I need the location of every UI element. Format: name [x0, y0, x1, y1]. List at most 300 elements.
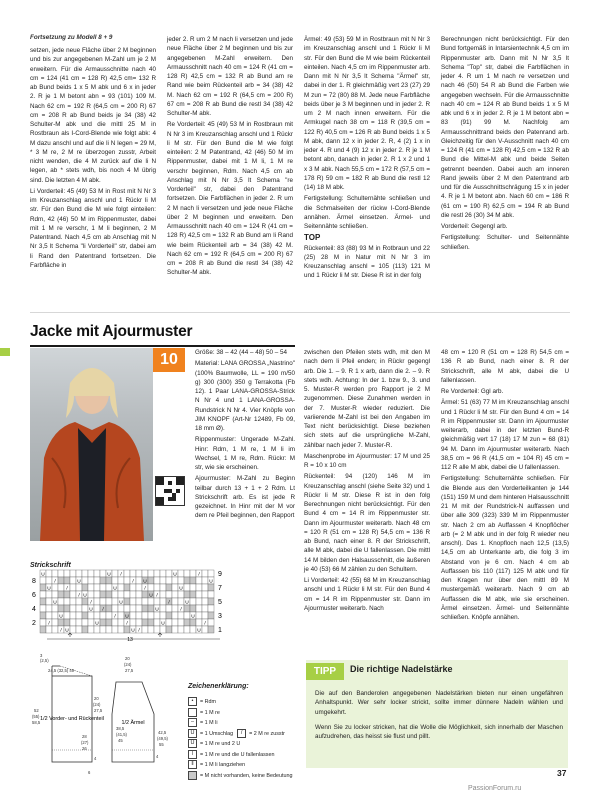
chart-cell — [166, 570, 172, 577]
chart-cell — [184, 626, 190, 633]
chart-symbol: U — [41, 572, 45, 578]
chart-cell — [118, 584, 124, 591]
piece-label-sleeve: 1/2 Ärmel — [121, 720, 145, 726]
chart-cell — [130, 584, 136, 591]
svg-text:27,5: 27,5 — [125, 668, 134, 673]
chart-cell — [172, 626, 178, 633]
piece-label-body: 1/2 Vorder- und Rückenteil — [40, 716, 104, 722]
chart-cell — [112, 598, 118, 605]
chart-cell — [76, 605, 82, 612]
pattern-title: Jacke mit Ajourmuster — [30, 323, 193, 340]
chart-cell — [130, 612, 136, 619]
title-underline — [30, 345, 295, 347]
chart-cell — [82, 570, 88, 577]
chart-symbol: U — [77, 579, 81, 585]
paragraph: Ärmel: 51 (63) 77 M im Kreuzanschlag anschl und 1 Rückr li M str. Für den Bund 4 cm = 14 R im Rippenmuster str. Dann im Ajourmuster weiterarb, dabei in der letzten Bund-R gleichmäßig vert 17 (18) 17 M zun = 68 (81) 94 M. Dann im Ajourmuster weiterarb. Nach 38,5 cm = 96 R (41,5 cm = 104 R) 45 cm = 112 R alle M abk, dabei die U fallenlassen. — [441, 399, 569, 471]
chart-cell — [202, 612, 208, 619]
chart-symbol: / — [114, 614, 116, 620]
chart-cell — [142, 626, 148, 633]
chart-cell — [82, 619, 88, 626]
chart-symbol: / — [144, 586, 146, 592]
chart-cell — [106, 584, 112, 591]
chart-cell — [76, 584, 82, 591]
chart-cell — [112, 570, 118, 577]
chart-cell — [76, 570, 82, 577]
chart-cell — [142, 598, 148, 605]
svg-text:(24): (24) — [124, 662, 132, 667]
chart-symbol: / — [156, 593, 158, 599]
chart-cell — [166, 605, 172, 612]
tip-text — [315, 689, 563, 747]
chart-cell — [64, 612, 70, 619]
bottom-col-2 — [195, 348, 295, 523]
chart-symbol: U — [197, 628, 201, 634]
stitch-chart — [30, 568, 250, 642]
legend-item: – = 1 M li — [188, 718, 298, 729]
chart-cell — [82, 626, 88, 633]
chart-cell — [70, 605, 76, 612]
chart-cell — [46, 591, 52, 598]
chart-cell — [118, 619, 124, 626]
paragraph: jeder 2. R um 2 M nach li versetzen und jede neue Fläche über 2 M beginnen und bis zur angegebenen M-Zahl erweitern. Den Armausschnitt nach 40 cm = 124 R (41 cm = 128 R) 42,5 cm = 132 R ab Bund am re Rand wie beim Rückenteil arb = 34 (38) 42 M. Nach 62 cm = 192 R (64,5 cm = 200 R) 67 cm = 208 R ab Bund die restl 34 (38) 42 Schulter-M abk. — [167, 36, 293, 117]
chart-cell — [124, 598, 130, 605]
chart-cell — [202, 584, 208, 591]
chart-cell — [178, 591, 184, 598]
chart-cell — [172, 591, 178, 598]
chart-cell — [142, 591, 148, 598]
chart-cell — [172, 619, 178, 626]
chart-cell — [70, 626, 76, 633]
chart-symbol: U — [149, 593, 153, 599]
paragraph: Rückenteil: 83 (88) 93 M in Rotbraun und 22 (25) 28 M in Natur mit N Nr 3 im Kreuzanschlag anschl = 105 (113) 121 M und 1 Rückr li M str. Diese R ist in der folg — [304, 244, 430, 280]
chart-cell — [130, 598, 136, 605]
chart-cell — [208, 598, 214, 605]
chart-cell — [118, 591, 124, 598]
chart-cell — [208, 626, 214, 633]
chart-symbol: U — [65, 628, 69, 634]
chart-cell — [184, 612, 190, 619]
chart-cell — [154, 577, 160, 584]
chart-cell — [100, 626, 106, 633]
chart-symbol: / — [54, 579, 56, 585]
chart-cell — [160, 605, 166, 612]
qr-code-icon[interactable] — [155, 476, 185, 506]
chart-cell — [190, 570, 196, 577]
chart-grid — [40, 570, 214, 637]
chart-cell — [40, 598, 46, 605]
chart-cell — [166, 584, 172, 591]
chart-cell — [196, 591, 202, 598]
chart-symbol: U — [119, 600, 123, 606]
chart-cell — [148, 584, 154, 591]
chart-cell — [46, 570, 52, 577]
chart-cell — [148, 612, 154, 619]
chart-cell — [190, 619, 196, 626]
no-stitch-symbol-icon — [188, 771, 197, 780]
chart-cell — [40, 591, 46, 598]
purl-symbol-icon: – — [188, 718, 197, 727]
chart-cell — [76, 626, 82, 633]
chart-symbol: U — [113, 586, 117, 592]
chart-cell — [190, 605, 196, 612]
chart-cell — [190, 598, 196, 605]
k2tog-symbol-icon: / — [237, 729, 246, 738]
chart-cell — [118, 626, 124, 633]
chart-cell — [94, 626, 100, 633]
chart-cell — [208, 619, 214, 626]
chart-cell — [202, 570, 208, 577]
chart-cell — [58, 619, 64, 626]
chart-cell — [112, 619, 118, 626]
section-divider — [30, 312, 570, 313]
svg-text:38,5: 38,5 — [116, 726, 125, 731]
svg-text:(24): (24) — [93, 702, 101, 707]
chart-symbol: U — [47, 586, 51, 592]
chart-cell — [196, 584, 202, 591]
yarn-over-symbol-icon: U — [188, 729, 197, 738]
chart-cell — [64, 605, 70, 612]
chart-cell — [136, 619, 142, 626]
chart-cell — [148, 570, 154, 577]
chart-symbol: U — [155, 607, 159, 613]
paragraph: Fertigstellung: Schulter- und Seitennähte schließen. — [441, 234, 569, 251]
chart-cell — [154, 598, 160, 605]
chart-cell — [100, 612, 106, 619]
chart-cell — [118, 605, 124, 612]
chart-legend — [188, 697, 298, 781]
chart-cell — [196, 619, 202, 626]
chart-cell — [160, 598, 166, 605]
legend-item: ǀ = 1 M re und die U fallenlassen — [188, 750, 298, 761]
chart-cell — [148, 577, 154, 584]
chart-cell — [40, 612, 46, 619]
paragraph: Wenn Sie zu locker stricken, hat die Wolle die Möglichkeit, sich innerhalb der Maschen aufzudrehen, das heisst sie flust und pillt. — [315, 723, 563, 740]
chart-cell — [100, 577, 106, 584]
knit-two-yo-symbol-icon: Ü — [188, 739, 197, 748]
paragraph: Ärmel: 49 (53) 59 M in Rostbraun mit N Nr 3 im Kreuzanschlag anschl und 1 Rückr li M str. Für den Bund die M wie beim Rückenteil einteilen. Nach 4,5 cm im Rippenmuster arb. Dann mit N Nr 3,5 lt Schema "Ärmel" str, dabei in der 1. R gleichmäßig vert 23 (27) 29 M zun = 72 (80) 88 M. Jede neue Farbfläche beids über je 3 M beginnen und in jeder 2. R um 2 M nach innen erweitern. Für die Armkugel nach 38 cm = 118 R (39,5 cm = 122 R) 40,5 cm = 126 R ab Bund beids 1 x 5 M abk, dann 12 x in jeder 2. R, 4 (2) 1 x in jeder 4. R und 4 (9) 12 x in jeder 2. R je 1 M betont abn, danach in jeder 2. R 1 x 2 und 1 x 3 M abk. Nach 55,5 cm = 172 R (57,5 cm = 178 R) 59 cm = 182 R ab Bund die restl 12 (14) 18 M abk. — [304, 36, 430, 191]
chart-cell — [112, 626, 118, 633]
legend-item: U = 1 Umschlag / = 2 M re zusstr — [188, 729, 298, 740]
chart-cell — [70, 598, 76, 605]
chart-cell — [58, 577, 64, 584]
svg-text:6: 6 — [88, 770, 91, 775]
chart-cell — [94, 598, 100, 605]
chart-cell — [58, 570, 64, 577]
svg-text:45: 45 — [118, 738, 123, 743]
chart-cell — [136, 612, 142, 619]
chart-cell — [70, 619, 76, 626]
chart-cell — [160, 577, 166, 584]
svg-text:(55): (55) — [32, 714, 40, 719]
chart-cell — [184, 577, 190, 584]
chart-symbol: U — [143, 579, 147, 585]
svg-text:(27): (27) — [81, 740, 89, 745]
chart-symbol: U — [59, 614, 63, 620]
chart-symbol: U — [161, 621, 165, 627]
paragraph: Maschenprobe im Ajourmuster: 17 M und 25 R = 10 x 10 cm — [304, 452, 430, 469]
chart-cell — [52, 584, 58, 591]
chart-cell — [148, 619, 154, 626]
row-numbers-right — [218, 571, 222, 634]
chart-cell — [130, 591, 136, 598]
chart-cell — [106, 591, 112, 598]
chart-cell — [58, 591, 64, 598]
chart-cell — [76, 598, 82, 605]
chart-cell — [142, 619, 148, 626]
chart-cell — [88, 612, 94, 619]
chart-symbol: U — [209, 579, 213, 585]
chart-symbol: U — [191, 614, 195, 620]
chart-cell — [190, 626, 196, 633]
chart-cell — [70, 584, 76, 591]
legend-item: • = Rdm — [188, 697, 298, 708]
chart-cell — [52, 612, 58, 619]
row-numbers-left — [32, 578, 36, 627]
row-number: 3 — [218, 613, 222, 620]
model-photo — [30, 348, 153, 541]
chart-cell — [178, 598, 184, 605]
chart-cell — [178, 626, 184, 633]
paragraph: Fertigstellung: Schulternähte schließen. Für die Blende aus den Vorderteilkanten je 144 (151) 159 M und dem hinteren Halsausschnitt 21 M mit der Rundstrick-N auffassen und über alle 309 (323) 339 M im Rippenmuster str. Nach 2 cm ab Auffassen 4 Knopflöcher arb (= 2 M abk und in der folg R wieder neu anschl). Das 1. Knopfloch nach 12,5 (13,5) 14,5 cm ab Unterkante arb, die folg 3 im Abstand von je 6 cm. Nach 4 cm ab Auffassen bis 110 (117) 125 M abk und für den Kragen nur über den mittl 89 M mustergemäß weiterarb. Nach 9 cm ab Auffassen die M abk, wie sie erscheinen. Ärmel einsetzen. Ärmel- und Seitennähte schließen. Knöpfe annähen. — [441, 475, 569, 621]
chart-cell — [160, 591, 166, 598]
continuation-note: Fortsetzung zu Modell 8 + 9 — [30, 34, 113, 41]
chart-cell — [196, 577, 202, 584]
chart-cell — [112, 591, 118, 598]
chart-cell — [100, 598, 106, 605]
edge-marker — [0, 348, 10, 356]
chart-cell — [88, 570, 94, 577]
chart-cell — [124, 591, 130, 598]
chart-cell — [82, 612, 88, 619]
chart-cell — [202, 591, 208, 598]
chart-cell — [70, 612, 76, 619]
chart-symbol: U — [53, 600, 57, 606]
stitch-chart-title: Strickschrift — [30, 562, 71, 569]
chart-symbol: / — [138, 628, 140, 634]
top-col-4 — [441, 35, 569, 254]
chart-cell — [178, 570, 184, 577]
svg-text:26: 26 — [82, 746, 87, 751]
chart-cell — [154, 584, 160, 591]
chart-cell — [154, 619, 160, 626]
row-number: 2 — [32, 620, 36, 627]
svg-text:58,5: 58,5 — [32, 720, 41, 725]
chart-cell — [70, 570, 76, 577]
chart-cell — [178, 619, 184, 626]
paragraph: Größe: 38 – 42 (44 – 48) 50 – 54 — [195, 349, 288, 356]
chart-cell — [178, 612, 184, 619]
chart-cell — [208, 591, 214, 598]
chart-cell — [82, 598, 88, 605]
row-number: 7 — [218, 585, 222, 592]
paragraph: Berechnungen nicht berücksichtigt. Für den Bund fortgemäß in Intarsientechnik 4,5 cm im Rippenmuster arb. Dann mit N Nr 3,5 lt Schema "Top" str, dabei die Farbflächen in jeder 4. R um 1 M nach re versetzen und nach 46 (50) 54 R ab Bund die Farben wie angegeben wechseln. Für die Armausschnitte nach 40 cm = 124 R ab Bund beids 1 x 5 M abk und 6 x in jeder 2. R je 1 M betont abn = 83 (91) 99 M. Nachfolg am Armausschnittrand beids den Patenrand arb. Gleichzeitig für den V-Ausschnitt nach 40 cm = 124 R (41 cm = 128 R) 42,5 cm = 132 R ab Bund die Mittel-M abk und beide Seiten getrennt beenden. Dabei auch am inneren Rand jeweils über 2 M den Patentrand arb und für die Ausschnittschrägung 15 x in jeder 4. R je 1 M betont abn. Nach 60 cm = 186 R (61 cm = 190 R) 62,5 cm = 194 R ab Bund die restl 26 (30) 34 M abk. — [441, 36, 569, 219]
paragraph: Fertigstellung: Schulternähte schließen und die Schmalseiten der rückw I-Cord-Blende annähen. Ärmel einsetzen. Ärmel- und Seitennähte schließen. — [304, 195, 430, 230]
selvage-symbol-icon: • — [188, 697, 197, 706]
pattern-number-badge: 10 — [153, 348, 185, 372]
row-number: 8 — [32, 578, 36, 585]
chart-cell — [52, 619, 58, 626]
svg-text:4: 4 — [156, 754, 159, 759]
chart-cell — [124, 626, 130, 633]
paragraph: Li Vorderteil: 42 (55) 68 M im Kreuzanschlag anschl und 1 Rückr li M str. Für den Bund 4 cm = 14 R im Rippenmuster str. Dann im Ajourmuster weiterarb. Nach — [304, 577, 430, 612]
chart-cell — [154, 612, 160, 619]
chart-cell — [40, 584, 46, 591]
chart-cell — [196, 612, 202, 619]
chart-cell — [136, 570, 142, 577]
chart-cell — [112, 605, 118, 612]
chart-cell — [100, 619, 106, 626]
top-col-1 — [30, 46, 156, 272]
chart-cell — [94, 570, 100, 577]
chart-cell — [40, 626, 46, 633]
chart-cell — [52, 605, 58, 612]
chart-cell — [52, 626, 58, 633]
svg-text:55: 55 — [159, 742, 164, 747]
chart-cell — [82, 577, 88, 584]
chart-cell — [64, 598, 70, 605]
chart-cell — [154, 626, 160, 633]
chart-symbol: / — [48, 621, 50, 627]
chart-cell — [142, 605, 148, 612]
paragraph: Li Vorderteil: 45 (49) 53 M in Rost mit N Nr 3 im Kreuzanschlag anschl und 1 Rückr li M str. Für den Bund die M wie folgt einteilen: Rdm, 42 (46) 50 M im Rippenmuster, dabei mit 1 M re verschr, 1 M li beginnen, 2 M Patentrand. Nach 4,5 cm ab Anschlag mit N Nr 3,5 lt Schema "li Vorderteil" str, dabei am li Rand den Patentrand fortsetzen. Die Farbfläche in — [30, 187, 156, 269]
paragraph: Die auf den Banderolen angegebenen Nadelstärken bieten nur einen ungefähren Anhaltspunkt. Wer sehr locker strickt, sollte immer dünnere Nadeln wählen und umgekehrt. — [315, 690, 563, 716]
chart-symbol: U — [185, 600, 189, 606]
model-illustration — [30, 348, 153, 541]
chart-cell — [184, 570, 190, 577]
chart-symbol: / — [198, 572, 200, 578]
chart-cell — [136, 598, 142, 605]
section-heading: TOP — [304, 233, 321, 243]
chart-cell — [196, 605, 202, 612]
chart-cell — [172, 598, 178, 605]
chart-symbol: / — [60, 628, 62, 634]
drop-yo-symbol-icon: ǀ — [188, 750, 197, 759]
chart-cell — [106, 612, 112, 619]
chart-cell — [136, 591, 142, 598]
chart-cell — [172, 577, 178, 584]
chart-cell — [196, 598, 202, 605]
chart-cell — [172, 612, 178, 619]
chart-cell — [82, 605, 88, 612]
chart-symbol: / — [66, 586, 68, 592]
chart-cell — [70, 591, 76, 598]
chart-cell — [142, 570, 148, 577]
chart-cell — [172, 605, 178, 612]
chart-cell — [58, 598, 64, 605]
svg-text:(49,5): (49,5) — [157, 736, 168, 741]
chart-cell — [94, 612, 100, 619]
svg-text:27,5: 27,5 — [94, 708, 103, 713]
paragraph: Material: LANA GROSSA „Nastrino" (100% Baumwolle, LL = 190 m/50 g) 300 (300) 350 g Terrakotta (Fb 12). 1 Paar LANA-GROSSA-Strick N Nr 4 und 1 LANA-GROSSA-Rundstrick N Nr 4. Vier Knöpfe von JIM KNOPF (Art-Nr 12489, Fb 09, 18 mm Ø). — [195, 360, 295, 432]
chart-cell — [190, 591, 196, 598]
chart-cell — [202, 605, 208, 612]
chart-cell — [70, 577, 76, 584]
legend-item: = M nicht vorhanden, keine Bedeutung — [188, 771, 298, 782]
chart-cell — [58, 605, 64, 612]
chart-symbol: U — [131, 628, 135, 634]
chart-cell — [76, 612, 82, 619]
chart-symbol: U — [89, 607, 93, 613]
tip-title: Die richtige Nadelstärke — [350, 664, 453, 674]
row-number: 9 — [218, 571, 222, 578]
chart-cell — [64, 619, 70, 626]
chart-cell — [58, 584, 64, 591]
chart-cell — [148, 605, 154, 612]
chart-symbol: U — [83, 593, 87, 599]
chart-cell — [160, 626, 166, 633]
svg-text:20: 20 — [94, 696, 99, 701]
chart-cell — [124, 577, 130, 584]
chart-cell — [88, 584, 94, 591]
paragraph: Rippenmuster: Ungerade M-Zahl. Hinr: Rdm, 1 M re, 1 M li im Wechsel, 1 M re, Rdm. Rückr: M str, wie sie erscheinen. — [195, 436, 295, 471]
garment-schematic — [30, 652, 190, 777]
legend-item: ‖ = 1 M li langziehen — [188, 760, 298, 771]
chart-symbol: U — [173, 572, 177, 578]
paragraph: Vorderteil: Gegengl arb. — [441, 223, 508, 230]
chart-symbol: U — [107, 572, 111, 578]
rapport-label: 13 — [127, 637, 133, 642]
chart-cell — [94, 605, 100, 612]
chart-symbol: / — [126, 621, 128, 627]
bottom-col-4 — [441, 348, 569, 624]
chart-cell — [166, 612, 172, 619]
chart-cell — [166, 619, 172, 626]
legend-item: Ü = 1 M re und 2 U — [188, 739, 298, 750]
chart-cell — [184, 619, 190, 626]
row-number: 6 — [32, 592, 36, 599]
legend-item: = 1 M re — [188, 708, 298, 719]
svg-text:28: 28 — [82, 734, 87, 739]
chart-cell — [184, 584, 190, 591]
chart-cell — [124, 570, 130, 577]
paragraph: 48 cm = 120 R (51 cm = 128 R) 54,5 cm = 136 R ab Bund, nach einer 8. R der Strickschrift, alle M abk, dabei die U fallenlassen. — [441, 349, 569, 384]
chart-cell — [208, 570, 214, 577]
tip-label: TIPP — [306, 663, 344, 680]
paragraph: Ajourmuster: M-Zahl zu Beginn teilbar durch 13 + 1 + 2 Rdm. Lt Strickschrift arb. Es ist jede R gezeichnet. In Hinr mit der M vor dem re Pfeil beginnen, den Rapport — [195, 475, 295, 520]
chart-cell — [136, 605, 142, 612]
row-number: 5 — [218, 599, 222, 606]
chart-cell — [202, 577, 208, 584]
chart-cell — [148, 598, 154, 605]
chart-cell — [160, 570, 166, 577]
chart-cell — [118, 612, 124, 619]
svg-text:(2,5): (2,5) — [40, 658, 49, 663]
chart-cell — [160, 584, 166, 591]
paragraph: Rückenteil: 94 (120) 146 M im Kreuzanschlag anschl (siehe Seite 32) und 1 Rückr li M str. Diese R ist in den folg Berechnungen nicht berücksichtigt. Für den Bund 4 cm = 14 R im Rippenmuster str. Dann im Ajourmuster weiterarb. Nach 48 cm = 120 R (51 cm = 128 R) 54,5 cm = 136 R ab Bund, nach einer 8. R der Strickschrift, alle M abk, dabei die U fallenlassen. Die mittl 14 M bilden den Halsausschnitt, die äußeren je 40 (53) 66 M zählen zu den Schultern. — [304, 473, 430, 573]
chart-cell — [46, 612, 52, 619]
chart-cell — [40, 577, 46, 584]
chart-cell — [40, 619, 46, 626]
watermark: PassionForum.ru — [468, 785, 522, 792]
chart-cell — [82, 584, 88, 591]
chart-cell — [94, 591, 100, 598]
chart-cell — [184, 591, 190, 598]
row-number: 4 — [32, 606, 36, 613]
chart-cell — [142, 612, 148, 619]
chart-symbol: / — [90, 600, 92, 606]
chart-symbol: / — [102, 607, 104, 613]
chart-symbol: U — [95, 621, 99, 627]
chart-symbol: / — [204, 621, 206, 627]
chart-cell — [106, 598, 112, 605]
chart-cell — [184, 605, 190, 612]
chart-symbol: U — [179, 586, 183, 592]
chart-cell — [190, 584, 196, 591]
chart-cell — [106, 605, 112, 612]
chart-symbol: / — [180, 607, 182, 613]
paragraph: setzen, jede neue Fläche über 2 M beginnen und bis zur angegebenen M-Zahl um je 2 M erweitern. Für die Armausschnitte nach 40 cm = 124 (41 cm = 128 R) 42,5 cm= 132 R ab Bund beids 1 x 5 M abk und 6 x in jeder 2. R je 1 M betont abn = 93 (101) 109 M. Nach 62 cm = 192 R (64,5 cm = 200 R) 67 cm = 208 R ab Bund beids je 34 (38) 42 Schulter-M abk und die mittl 25 M in Rostbraun als I-Cord-Blende wie folgt abk: 4 M dazu anschl und auf die li N legen = 29 M, * 3 M re, 2 M re überzogen zusstr, Arbeit nicht wenden, die 4 M zurück auf die li N legen, ab * stets wdh, bis noch 4 M übrig sind. Die letzten 4 M abk. — [30, 47, 156, 184]
chart-cell — [106, 577, 112, 584]
